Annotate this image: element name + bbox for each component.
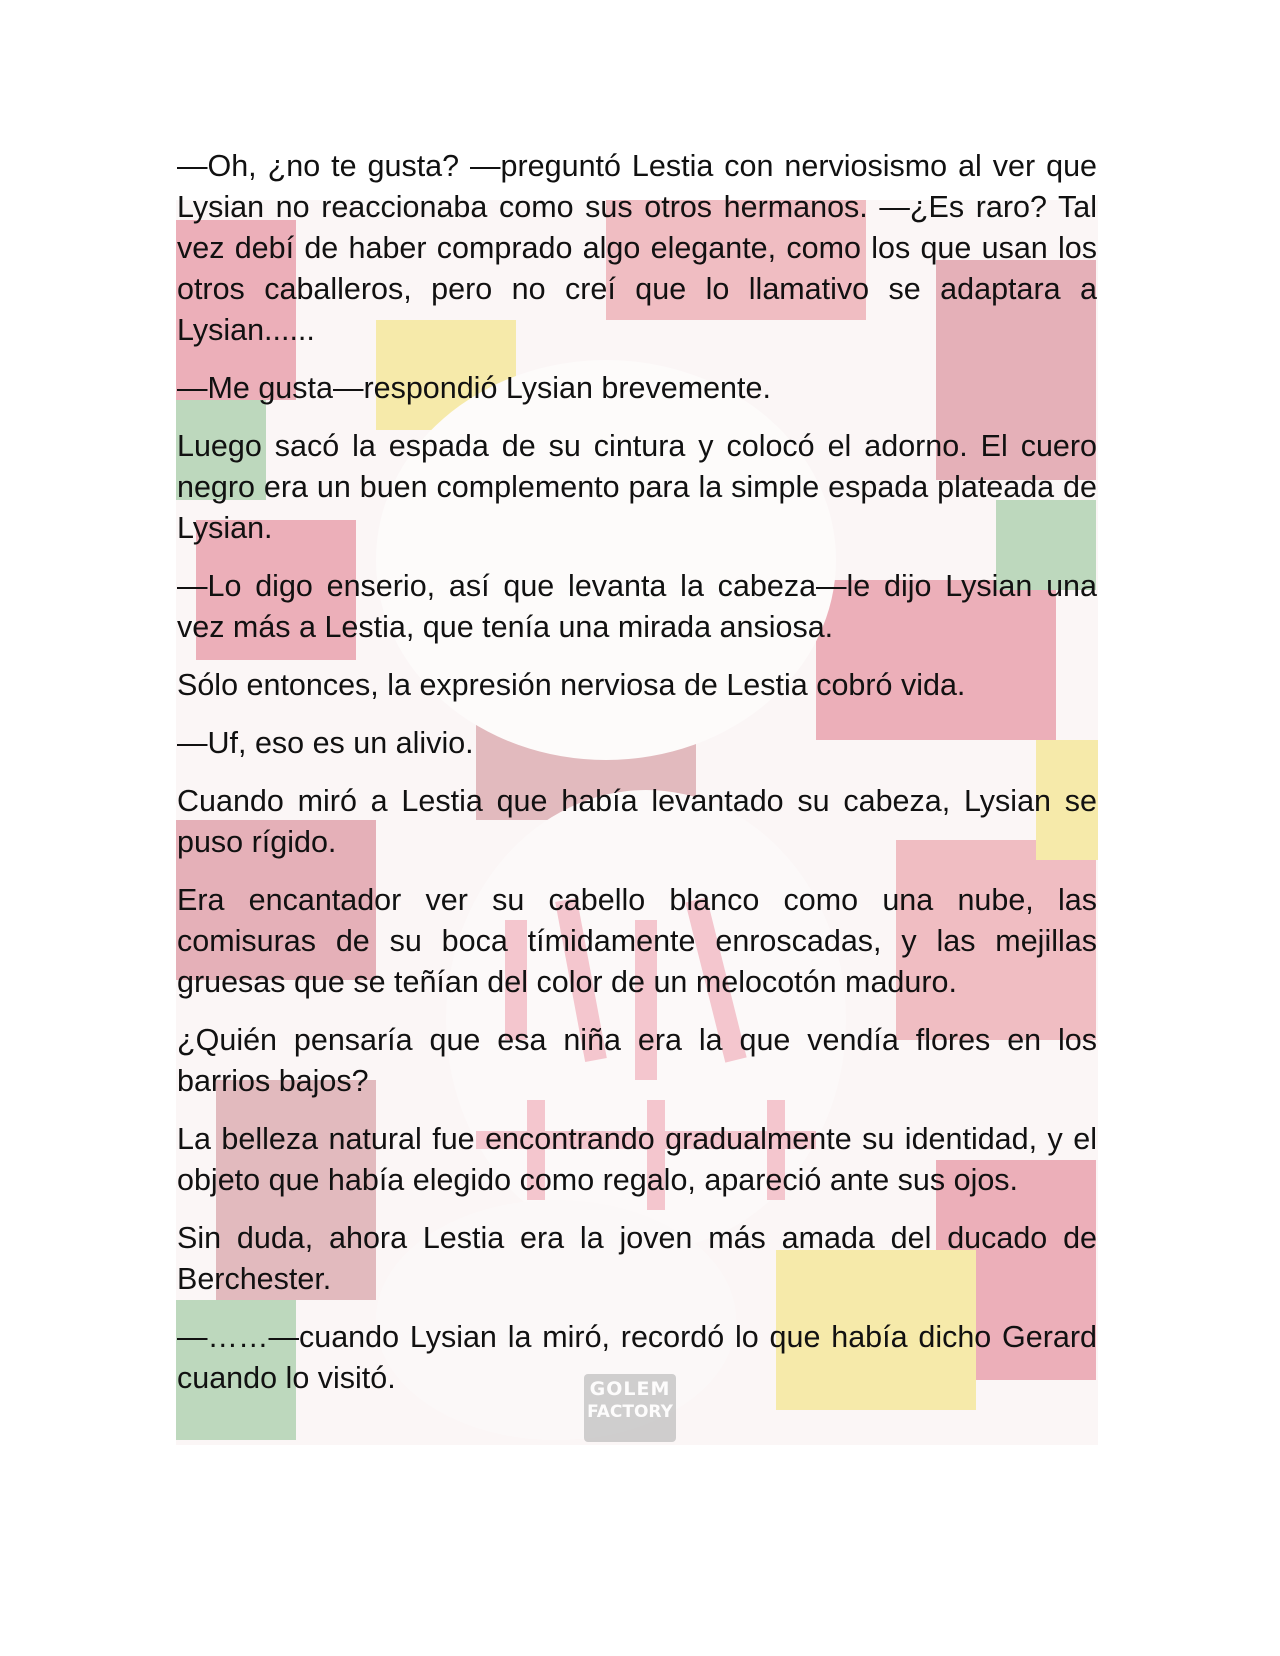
paragraph: —Lo digo enserio, así que levanta la cabeza—le dijo Lysian una vez más a Lestia, que tenía una mirada ansiosa. (177, 569, 1097, 644)
paragraph: —Uf, eso es un alivio. (177, 726, 474, 760)
watermark-line-2: FACTORY (587, 1401, 673, 1422)
paragraph: Sólo entonces, la expresión nerviosa de Lestia cobró vida. (177, 668, 966, 702)
golem-factory-watermark (584, 1374, 676, 1442)
paragraph: Era encantador ver su cabello blanco como una nube, las comisuras de su boca tímidamente enroscadas, y las mejillas gruesas que se teñían del color de un melocotón maduro. (177, 883, 1097, 999)
paragraph: —Oh, ¿no te gusta? —preguntó Lestia con nerviosismo al ver que Lysian no reaccionaba como sus otros hermanos. —¿Es raro? Tal vez debí de haber comprado algo elegante, como los que usan los otros caballeros, pero no creí que lo llamativo se adaptara a Lysian...... (177, 149, 1097, 347)
paragraph: —Me gusta—respondió Lysian brevemente. (177, 371, 771, 405)
paragraph: ¿Quién pensaría que esa niña era la que vendía flores en los barrios bajos? (177, 1023, 1097, 1098)
watermark-line-1: GOLEM (589, 1378, 671, 1400)
document-body (177, 146, 1097, 1416)
paragraph: Luego sacó la espada de su cintura y colocó el adorno. El cuero negro era un buen complemento para la simple espada plateada de Lysian. (177, 429, 1097, 545)
paragraph: Cuando miró a Lestia que había levantado su cabeza, Lysian se puso rígido. (177, 784, 1097, 859)
paragraph: Sin duda, ahora Lestia era la joven más amada del ducado de Berchester. (177, 1221, 1097, 1296)
paragraph: —……—cuando Lysian la miró, recordó lo que había dicho Gerard cuando lo visitó. (177, 1320, 1097, 1395)
paragraph: La belleza natural fue encontrando gradualmente su identidad, y el objeto que había elegido como regalo, apareció ante sus ojos. (177, 1122, 1097, 1197)
